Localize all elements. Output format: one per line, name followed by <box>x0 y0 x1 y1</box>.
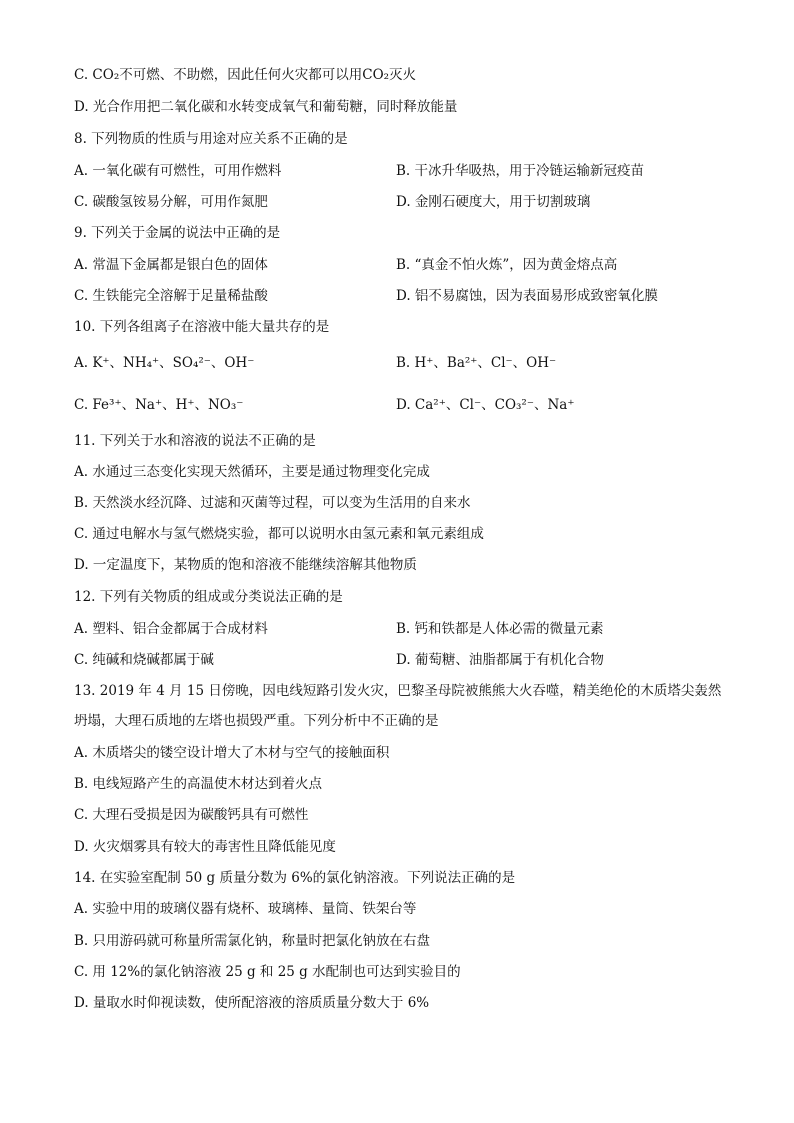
q10-option-a: A. K⁺、NH₄⁺、SO₄²⁻、OH⁻ <box>74 355 255 371</box>
q13-option-b: B. 电线短路产生的高温使木材达到着火点 <box>74 776 323 792</box>
q12-option-c: C. 纯碱和烧碱都属于碱 <box>74 652 214 668</box>
q12-row-1 <box>74 620 734 638</box>
q12-row-2 <box>74 651 734 669</box>
q9-option-c: C. 生铁能完全溶解于足量稀盐酸 <box>74 288 268 304</box>
q9-row-2 <box>74 287 734 305</box>
q9-option-a: A. 常温下金属都是银白色的固体 <box>74 257 268 273</box>
q7-option-d: D. 光合作用把二氧化碳和水转变成氧气和葡萄糖，同时释放能量 <box>74 99 458 115</box>
question-14: 14. 在实验室配制 50 g 质量分数为 6%的氯化钠溶液。下列说法正确的是 <box>74 870 516 886</box>
q13-option-c: C. 大理石受损是因为碳酸钙具有可燃性 <box>74 807 309 823</box>
q8-option-d: D. 金刚石硬度大，用于切割玻璃 <box>396 194 591 210</box>
q12-option-b: B. 钙和铁都是人体必需的微量元素 <box>396 621 604 637</box>
q13-option-a: A. 木质塔尖的镂空设计增大了木材与空气的接触面积 <box>74 745 390 761</box>
q14-option-a: A. 实验中用的玻璃仪器有烧杯、玻璃棒、量筒、铁架台等 <box>74 901 417 917</box>
q8-option-a: A. 一氧化碳有可燃性，可用作燃料 <box>74 163 282 179</box>
q8-row-1 <box>74 162 734 180</box>
q11-option-d: D. 一定温度下，某物质的饱和溶液不能继续溶解其他物质 <box>74 557 417 573</box>
q9-row-1 <box>74 256 734 274</box>
q10-option-c: C. Fe³⁺、Na⁺、H⁺、NO₃⁻ <box>74 397 244 413</box>
question-12: 12. 下列有关物质的组成或分类说法正确的是 <box>74 589 343 605</box>
q11-option-c: C. 通过电解水与氢气燃烧实验，都可以说明水由氢元素和氧元素组成 <box>74 526 484 542</box>
q11-option-b: B. 天然淡水经沉降、过滤和灭菌等过程，可以变为生活用的自来水 <box>74 495 471 511</box>
q14-option-d: D. 量取水时仰视读数，使所配溶液的溶质质量分数大于 6% <box>74 995 430 1011</box>
question-11: 11. 下列关于水和溶液的说法不正确的是 <box>74 433 316 449</box>
q7-option-c: C. CO₂不可燃、不助燃，因此任何火灾都可以用CO₂灭火 <box>74 67 417 83</box>
q9-option-b: B. “真金不怕火炼”，因为黄金熔点高 <box>396 257 618 273</box>
q14-option-b: B. 只用游码就可称量所需氯化钠，称量时把氯化钠放在右盘 <box>74 933 431 949</box>
q12-option-d: D. 葡萄糖、油脂都属于有机化合物 <box>396 652 604 668</box>
q8-row-2 <box>74 193 734 211</box>
q11-option-a: A. 水通过三态变化实现天然循环，主要是通过物理变化完成 <box>74 464 430 480</box>
q13-option-d: D. 火灾烟雾具有较大的毒害性且降低能见度 <box>74 839 336 855</box>
q9-option-d: D. 铝不易腐蚀，因为表面易形成致密氧化膜 <box>396 288 658 304</box>
q8-option-c: C. 碳酸氢铵易分解，可用作氮肥 <box>74 194 268 210</box>
q12-option-a: A. 塑料、铝合金都属于合成材料 <box>74 621 268 637</box>
q8-option-b: B. 干冰升华吸热，用于冷链运输新冠疫苗 <box>396 163 645 179</box>
question-13-line-1: 13. 2019 年 4 月 15 日傍晚，因电线短路引发火灾，巴黎圣母院被熊熊大火吞噬，精美绝伦的木质塔尖轰然 <box>74 683 722 699</box>
question-10: 10. 下列各组离子在溶液中能大量共存的是 <box>74 319 330 335</box>
q14-option-c: C. 用 12%的氯化钠溶液 25 g 和 25 g 水配制也可达到实验目的 <box>74 964 461 980</box>
q10-row-2 <box>74 396 734 414</box>
q10-option-b: B. H⁺、Ba²⁺、Cl⁻、OH⁻ <box>396 355 557 371</box>
question-8: 8. 下列物质的性质与用途对应关系不正确的是 <box>74 131 348 147</box>
question-9: 9. 下列关于金属的说法中正确的是 <box>74 225 281 241</box>
q10-option-d: D. Ca²⁺、Cl⁻、CO₃²⁻、Na⁺ <box>396 397 575 413</box>
question-13-line-2: 坍塌，大理石质地的左塔也损毁严重。下列分析中不正确的是 <box>74 713 439 729</box>
q10-row-1 <box>74 354 734 372</box>
